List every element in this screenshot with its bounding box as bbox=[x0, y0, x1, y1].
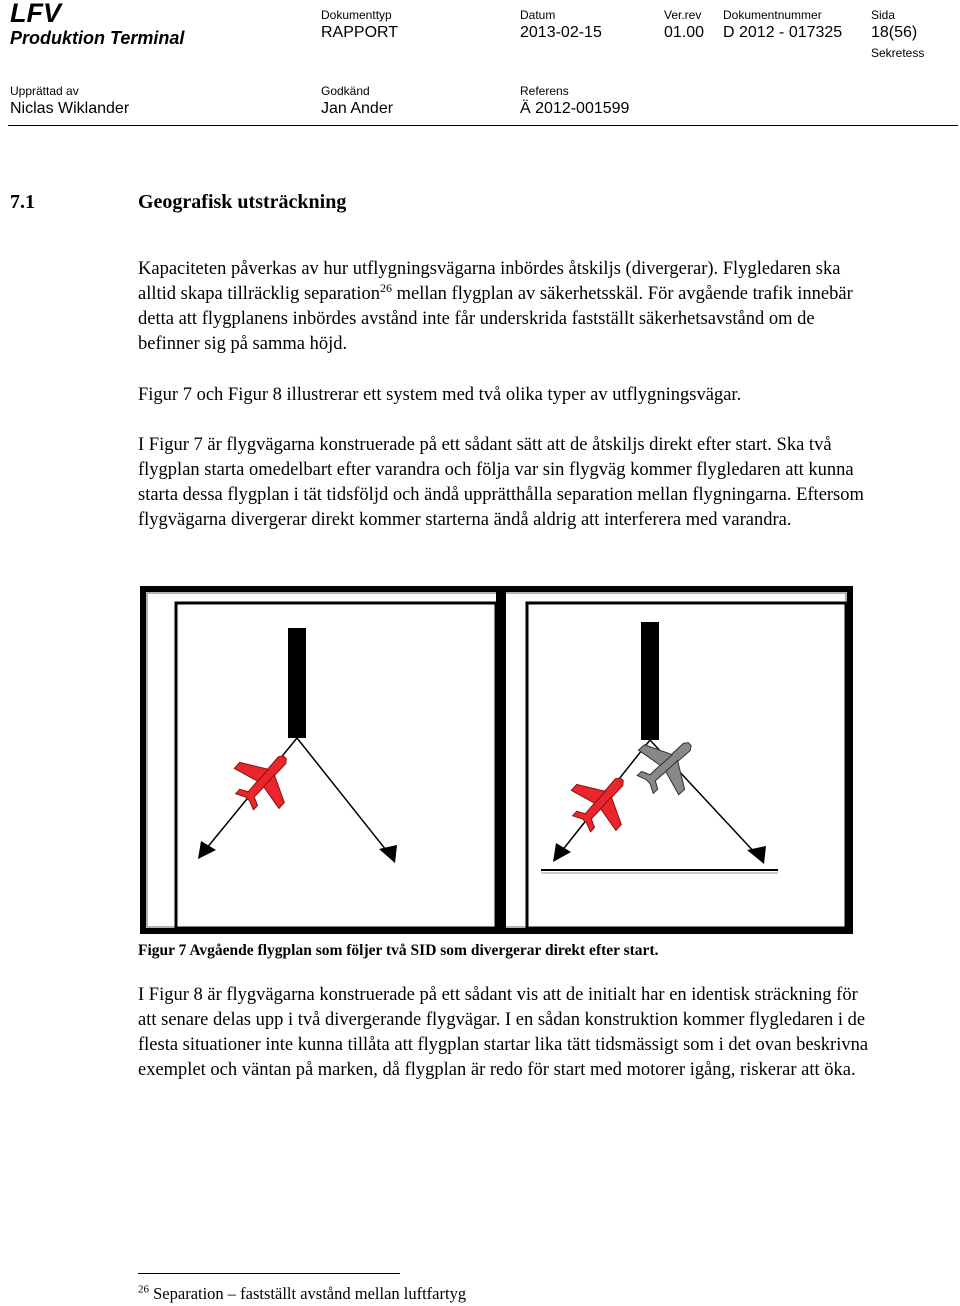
org-unit: Produktion Terminal bbox=[10, 28, 185, 48]
runway-right bbox=[641, 622, 659, 740]
aircraft-red-icon bbox=[559, 759, 644, 844]
paragraph-capacity-part2: mellan flygplan av säkerhetsskäl. För avgående trafik innebär detta att flygplanens inbördes avstånd inte får underskrida fastställt säkerhetsavstånd om de befinner sig på samma höjd. bbox=[138, 284, 853, 354]
runway-left bbox=[288, 628, 306, 738]
author-value: Niclas Wiklander bbox=[10, 100, 130, 117]
rev-label: Ver.rev bbox=[664, 8, 702, 22]
footnote-text: Separation – fastställt avstånd mellan luftfartyg bbox=[149, 1284, 467, 1303]
page-label: Sida bbox=[871, 8, 896, 22]
doctype-value: RAPPORT bbox=[321, 24, 399, 41]
date-value: 2013-02-15 bbox=[520, 24, 602, 41]
date-label: Datum bbox=[520, 8, 556, 22]
docnum-value: D 2012 - 017325 bbox=[723, 24, 843, 41]
paragraph-capacity-part1: Kapaciteten påverkas av hur utflygningsvägarna inbördes åtskiljs (divergerar). Flygledaren ska alltid skapa tillräcklig separation bbox=[138, 259, 841, 304]
page-value: 18(56) bbox=[871, 24, 918, 41]
approved-value: Jan Ander bbox=[321, 100, 394, 117]
rev-value: 01.00 bbox=[664, 24, 705, 41]
paragraph-figure7: I Figur 7 är flygvägarna konstruerade på ett sådant sätt att de åtskiljs direkt efter start. Ska två flygplan starta omedelbart efter varandra och följa var sin flygväg kommer flygledaren att kunna starta dessa flygplan i tät tidsföljd och ändå upprätthålla separation mellan flygningarna. Eftersom flygvägarna divergerar direkt kommer starterna ändå aldrig att interferera med varandra. bbox=[138, 435, 864, 530]
route-end-arrow-icon bbox=[553, 843, 571, 862]
footnote-number: 26 bbox=[138, 1283, 149, 1296]
section-title: Geografisk utsträckning bbox=[138, 191, 347, 213]
doctype-label: Dokumenttyp bbox=[321, 8, 392, 22]
secrecy-label: Sekretess bbox=[871, 46, 925, 60]
aircraft-red-icon bbox=[222, 737, 307, 822]
route-end-arrow-icon bbox=[198, 841, 216, 859]
footnote-divider bbox=[138, 1273, 400, 1274]
footnote bbox=[138, 1284, 466, 1304]
approved-label: Godkänd bbox=[321, 84, 370, 98]
route-end-arrow-icon bbox=[379, 845, 397, 863]
figure-caption: Figur 7 Avgående flygplan som följer två SID som divergerar direkt efter start. bbox=[138, 942, 659, 959]
route-end-arrow-icon bbox=[747, 846, 766, 864]
section-number: 7.1 bbox=[10, 191, 35, 213]
org-logo: LFV bbox=[10, 0, 61, 28]
footnote-ref[interactable]: 26 bbox=[379, 280, 392, 295]
author-label: Upprättad av bbox=[10, 84, 79, 98]
paragraph-figures-intro: Figur 7 och Figur 8 illustrerar ett system med två olika typer av utflygningsvägar. bbox=[138, 385, 742, 405]
aircraft-grey-icon bbox=[625, 722, 710, 807]
paragraph-figure8: I Figur 8 är flygvägarna konstruerade på ett sådant vis att de initialt har en identisk sträckning för att senare delas upp i två divergerande flygvägar. I en sådan konstruktion kommer flygledaren i de flesta situationer inte kunna tillåta att flygplan startar lika tätt tidsmässigt som i det ovan beskrivna exemplet och väntan på marken, då flygplan är redo för start med motorer igång, riskerar att öka. bbox=[138, 985, 869, 1080]
reference-label: Referens bbox=[520, 84, 569, 98]
reference-value: Ä 2012-001599 bbox=[520, 100, 630, 117]
docnum-label: Dokumentnummer bbox=[723, 8, 822, 22]
